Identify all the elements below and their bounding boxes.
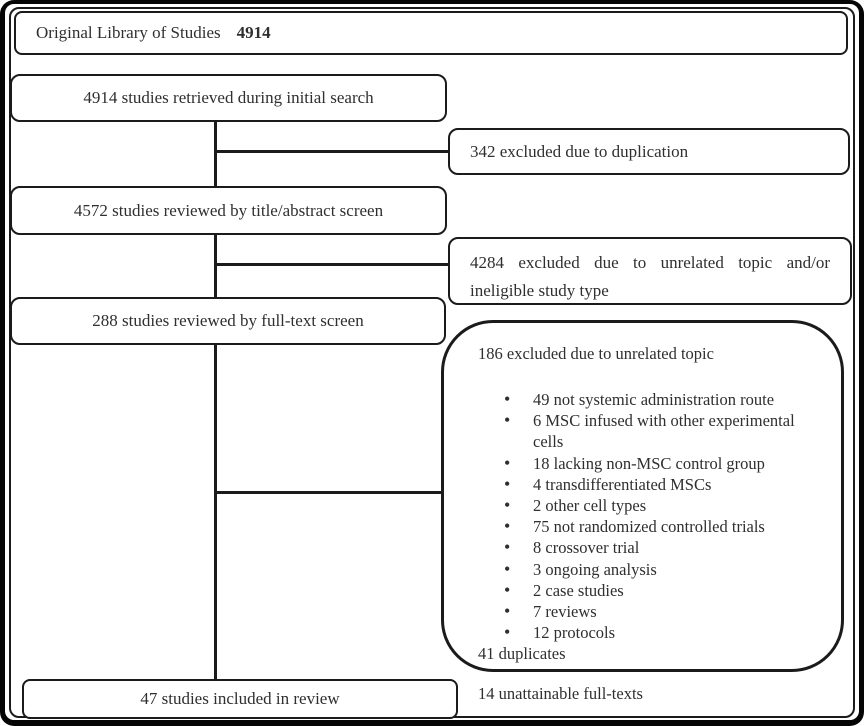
- original-library-label: Original Library of Studies: [36, 23, 221, 42]
- fulltext-screen-text: 288 studies reviewed by full-text screen: [92, 311, 364, 330]
- connector-branch-detail: [214, 491, 441, 494]
- retrieved-box: [10, 74, 447, 122]
- exclusion-reason-item: • 6 MSC infused with other experimental cells: [478, 410, 821, 452]
- exclusion-reason-item: • 7 reviews: [478, 601, 821, 622]
- exclusion-reason-item: • 2 case studies: [478, 580, 821, 601]
- exclusion-reason-item: • 4 transdifferentiated MSCs: [478, 474, 821, 495]
- fulltext-screen-box: [10, 297, 446, 345]
- title-abstract-screen-text: 4572 studies reviewed by title/abstract screen: [73, 200, 384, 220]
- connector-trunk-fulltext-to-included: [214, 345, 217, 679]
- exclusion-reason-list: [478, 389, 821, 643]
- unattainable-fulltexts-line: 14 unattainable full-texts: [478, 683, 643, 703]
- exclusion-reason-item: • 75 not randomized controlled trials: [478, 516, 821, 537]
- excluded-duplication-text: 342 excluded due to duplication: [470, 141, 689, 161]
- title-abstract-screen-box: [10, 186, 447, 235]
- included-box: [22, 679, 458, 719]
- duplicates-line: 41 duplicates: [478, 644, 566, 664]
- exclusion-reason-item: • 49 not systemic administration route: [478, 389, 821, 410]
- included-text: 47 studies included in review: [140, 689, 340, 708]
- original-library-count: 4914: [236, 23, 271, 42]
- exclusion-reason-item: • 3 ongoing analysis: [478, 559, 821, 580]
- original-library-box: [14, 11, 848, 55]
- exclusion-reason-item: • 2 other cell types: [478, 495, 821, 516]
- exclusion-detail-box: [441, 320, 844, 703]
- exclusion-reason-item: • 18 lacking non-MSC control group: [478, 453, 821, 474]
- exclusion-reason-item: • 12 protocols: [478, 622, 821, 643]
- connector-trunk-retrieved-to-title-abstract: [214, 122, 217, 186]
- connector-branch-unrelated: [214, 263, 448, 266]
- exclusion-detail-heading: 186 excluded due to unrelated topic: [478, 344, 714, 363]
- excluded-unrelated-box: [448, 237, 852, 305]
- retrieved-text: 4914 studies retrieved during initial search: [83, 88, 374, 107]
- connector-branch-duplication: [214, 150, 448, 153]
- connector-trunk-title-abstract-to-fulltext: [214, 235, 217, 297]
- excluded-duplication-box: [448, 128, 850, 175]
- exclusion-reason-item: • 8 crossover trial: [478, 537, 821, 558]
- excluded-unrelated-text: 4284 excluded due to unrelated topic and/or ineligible study type: [470, 253, 830, 300]
